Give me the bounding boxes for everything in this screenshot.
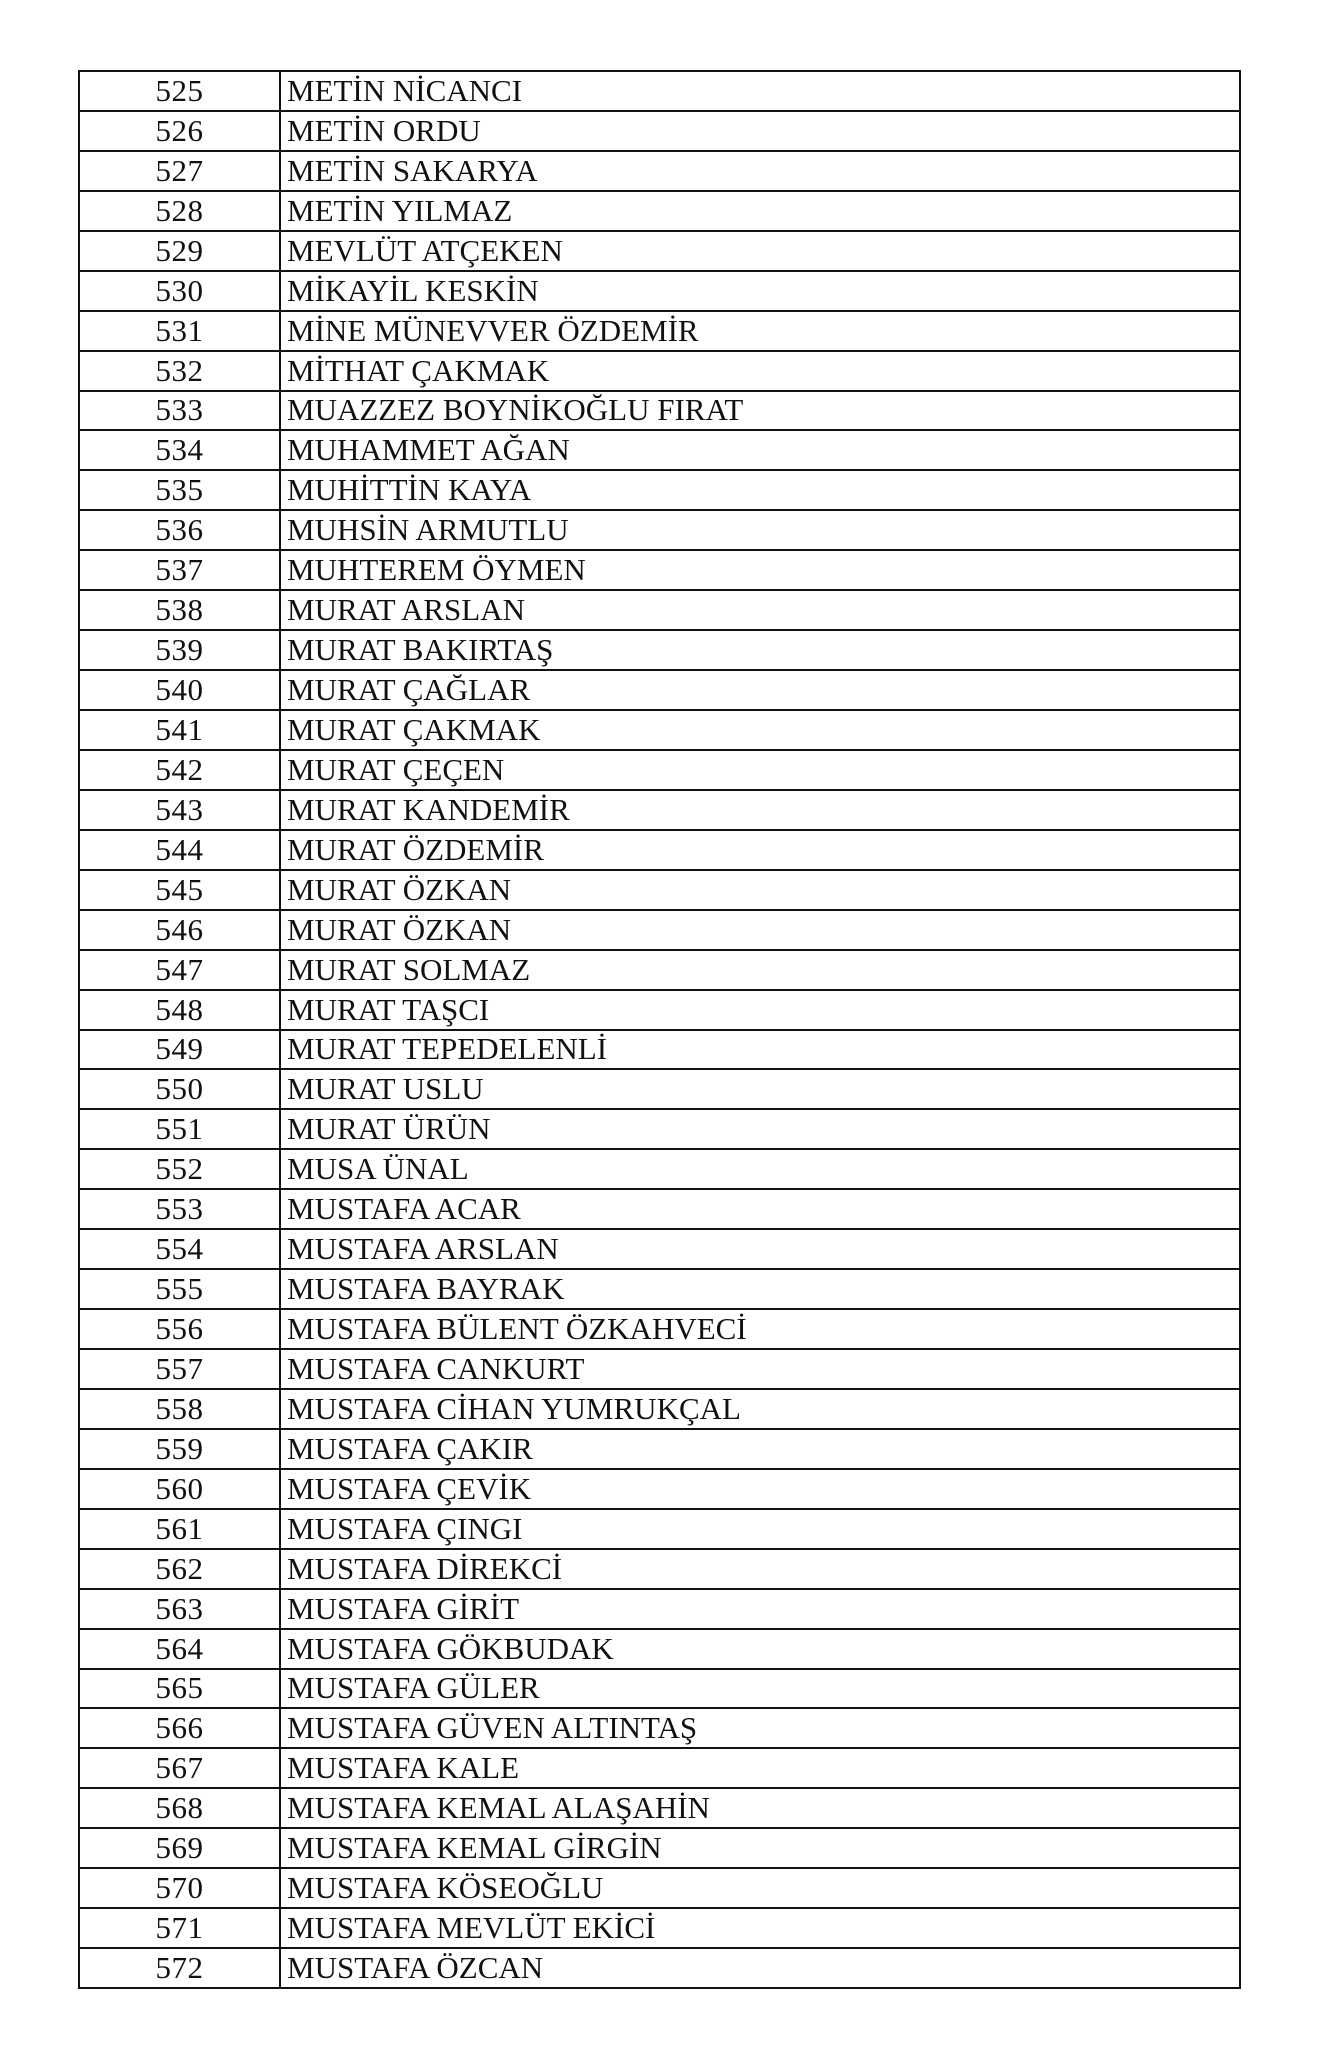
- person-name: MUSTAFA GÖKBUDAK: [280, 1629, 1240, 1669]
- row-number: 536: [79, 510, 280, 550]
- table-row: [79, 1948, 1240, 1988]
- row-number: 565: [79, 1669, 280, 1709]
- row-number: 547: [79, 950, 280, 990]
- table-row: [79, 271, 1240, 311]
- person-name: MURAT BAKIRTAŞ: [280, 630, 1240, 670]
- row-number: 569: [79, 1828, 280, 1868]
- person-name: METİN YILMAZ: [280, 191, 1240, 231]
- table-row: [79, 670, 1240, 710]
- row-number: 545: [79, 870, 280, 910]
- row-number: 543: [79, 790, 280, 830]
- table-row: [79, 311, 1240, 351]
- person-name: MUSTAFA ÖZCAN: [280, 1948, 1240, 1988]
- person-name: MURAT ÜRÜN: [280, 1109, 1240, 1149]
- row-number: 561: [79, 1509, 280, 1549]
- table-row: [79, 1748, 1240, 1788]
- person-name: MUHTEREM ÖYMEN: [280, 550, 1240, 590]
- row-number: 537: [79, 550, 280, 590]
- person-name: MUSTAFA ACAR: [280, 1189, 1240, 1229]
- table-row: [79, 351, 1240, 391]
- person-name: MURAT KANDEMİR: [280, 790, 1240, 830]
- table-row: [79, 750, 1240, 790]
- person-name: MUSTAFA MEVLÜT EKİCİ: [280, 1908, 1240, 1948]
- row-number: 570: [79, 1868, 280, 1908]
- row-number: 568: [79, 1788, 280, 1828]
- table-row: [79, 590, 1240, 630]
- person-name: MUSTAFA KEMAL GİRGİN: [280, 1828, 1240, 1868]
- table-row: [79, 1708, 1240, 1748]
- person-name: MİTHAT ÇAKMAK: [280, 351, 1240, 391]
- row-number: 554: [79, 1229, 280, 1269]
- person-name: MUSTAFA KEMAL ALAŞAHİN: [280, 1788, 1240, 1828]
- person-name: MUSTAFA KALE: [280, 1748, 1240, 1788]
- row-number: 551: [79, 1109, 280, 1149]
- row-number: 528: [79, 191, 280, 231]
- row-number: 526: [79, 111, 280, 151]
- person-name: MURAT ÖZDEMİR: [280, 830, 1240, 870]
- table-row: [79, 391, 1240, 431]
- table-row: [79, 1669, 1240, 1709]
- row-number: 556: [79, 1309, 280, 1349]
- table-row: [79, 1389, 1240, 1429]
- table-row: [79, 830, 1240, 870]
- table-row: [79, 950, 1240, 990]
- person-name: MURAT ÇAĞLAR: [280, 670, 1240, 710]
- row-number: 546: [79, 910, 280, 950]
- person-name: MURAT ÇAKMAK: [280, 710, 1240, 750]
- row-number: 542: [79, 750, 280, 790]
- row-number: 540: [79, 670, 280, 710]
- table-row: [79, 710, 1240, 750]
- table-row: [79, 1509, 1240, 1549]
- person-name: MURAT ÖZKAN: [280, 910, 1240, 950]
- person-name: MURAT ÖZKAN: [280, 870, 1240, 910]
- table-row: [79, 990, 1240, 1030]
- row-number: 563: [79, 1589, 280, 1629]
- table-row: [79, 1349, 1240, 1389]
- person-name: MUSTAFA GÜLER: [280, 1669, 1240, 1709]
- person-name: MUSTAFA CİHAN YUMRUKÇAL: [280, 1389, 1240, 1429]
- row-number: 562: [79, 1549, 280, 1589]
- person-name: MUSTAFA ÇINGI: [280, 1509, 1240, 1549]
- table-row: [79, 1868, 1240, 1908]
- row-number: 529: [79, 231, 280, 271]
- table-row: [79, 1429, 1240, 1469]
- row-number: 572: [79, 1948, 280, 1988]
- person-name: MUSTAFA GİRİT: [280, 1589, 1240, 1629]
- table-row: [79, 1309, 1240, 1349]
- row-number: 558: [79, 1389, 280, 1429]
- table-row: [79, 430, 1240, 470]
- table-row: [79, 470, 1240, 510]
- table-row: [79, 1908, 1240, 1948]
- table-row: [79, 231, 1240, 271]
- row-number: 552: [79, 1149, 280, 1189]
- person-name: MEVLÜT ATÇEKEN: [280, 231, 1240, 271]
- row-number: 566: [79, 1708, 280, 1748]
- person-name: MUSTAFA DİREKCİ: [280, 1549, 1240, 1589]
- row-number: 567: [79, 1748, 280, 1788]
- row-number: 541: [79, 710, 280, 750]
- person-name: MİNE MÜNEVVER ÖZDEMİR: [280, 311, 1240, 351]
- row-number: 527: [79, 151, 280, 191]
- table-row: [79, 510, 1240, 550]
- row-number: 564: [79, 1629, 280, 1669]
- row-number: 557: [79, 1349, 280, 1389]
- person-name: MURAT TAŞCI: [280, 990, 1240, 1030]
- row-number: 560: [79, 1469, 280, 1509]
- table-row: [79, 1189, 1240, 1229]
- table-row: [79, 1549, 1240, 1589]
- table-row: [79, 111, 1240, 151]
- person-name: MİKAYİL KESKİN: [280, 271, 1240, 311]
- table-row: [79, 550, 1240, 590]
- table-row: [79, 1269, 1240, 1309]
- person-name: MURAT TEPEDELENLİ: [280, 1030, 1240, 1070]
- person-name: MUSTAFA BÜLENT ÖZKAHVECİ: [280, 1309, 1240, 1349]
- person-name: MUSTAFA CANKURT: [280, 1349, 1240, 1389]
- person-name: METİN SAKARYA: [280, 151, 1240, 191]
- person-name: MUHSİN ARMUTLU: [280, 510, 1240, 550]
- table-row: [79, 1469, 1240, 1509]
- person-name: METİN NİCANCI: [280, 71, 1240, 111]
- row-number: 525: [79, 71, 280, 111]
- table-row: [79, 191, 1240, 231]
- table-row: [79, 71, 1240, 111]
- row-number: 538: [79, 590, 280, 630]
- person-name: MUSTAFA ARSLAN: [280, 1229, 1240, 1269]
- name-list-body: [79, 71, 1240, 1988]
- person-name: MUSTAFA GÜVEN ALTINTAŞ: [280, 1708, 1240, 1748]
- table-row: [79, 790, 1240, 830]
- row-number: 555: [79, 1269, 280, 1309]
- row-number: 531: [79, 311, 280, 351]
- table-row: [79, 1149, 1240, 1189]
- table-row: [79, 151, 1240, 191]
- table-row: [79, 1828, 1240, 1868]
- table-row: [79, 1629, 1240, 1669]
- row-number: 553: [79, 1189, 280, 1229]
- person-name: MUHİTTİN KAYA: [280, 470, 1240, 510]
- person-name: MUHAMMET AĞAN: [280, 430, 1240, 470]
- row-number: 530: [79, 271, 280, 311]
- person-name: MURAT SOLMAZ: [280, 950, 1240, 990]
- row-number: 548: [79, 990, 280, 1030]
- table-row: [79, 1788, 1240, 1828]
- row-number: 550: [79, 1069, 280, 1109]
- table-row: [79, 1589, 1240, 1629]
- row-number: 549: [79, 1030, 280, 1070]
- person-name: MURAT USLU: [280, 1069, 1240, 1109]
- row-number: 571: [79, 1908, 280, 1948]
- table-row: [79, 630, 1240, 670]
- table-row: [79, 1030, 1240, 1070]
- person-name: MUAZZEZ BOYNİKOĞLU FIRAT: [280, 391, 1240, 431]
- table-row: [79, 870, 1240, 910]
- table-row: [79, 1069, 1240, 1109]
- row-number: 532: [79, 351, 280, 391]
- row-number: 539: [79, 630, 280, 670]
- row-number: 535: [79, 470, 280, 510]
- person-name: MURAT ARSLAN: [280, 590, 1240, 630]
- table-row: [79, 910, 1240, 950]
- table-row: [79, 1229, 1240, 1269]
- row-number: 559: [79, 1429, 280, 1469]
- person-name: METİN ORDU: [280, 111, 1240, 151]
- name-list-table: [78, 70, 1241, 1989]
- row-number: 533: [79, 391, 280, 431]
- person-name: MUSA ÜNAL: [280, 1149, 1240, 1189]
- row-number: 534: [79, 430, 280, 470]
- person-name: MUSTAFA ÇEVİK: [280, 1469, 1240, 1509]
- person-name: MURAT ÇEÇEN: [280, 750, 1240, 790]
- table-row: [79, 1109, 1240, 1149]
- row-number: 544: [79, 830, 280, 870]
- person-name: MUSTAFA BAYRAK: [280, 1269, 1240, 1309]
- person-name: MUSTAFA KÖSEOĞLU: [280, 1868, 1240, 1908]
- person-name: MUSTAFA ÇAKIR: [280, 1429, 1240, 1469]
